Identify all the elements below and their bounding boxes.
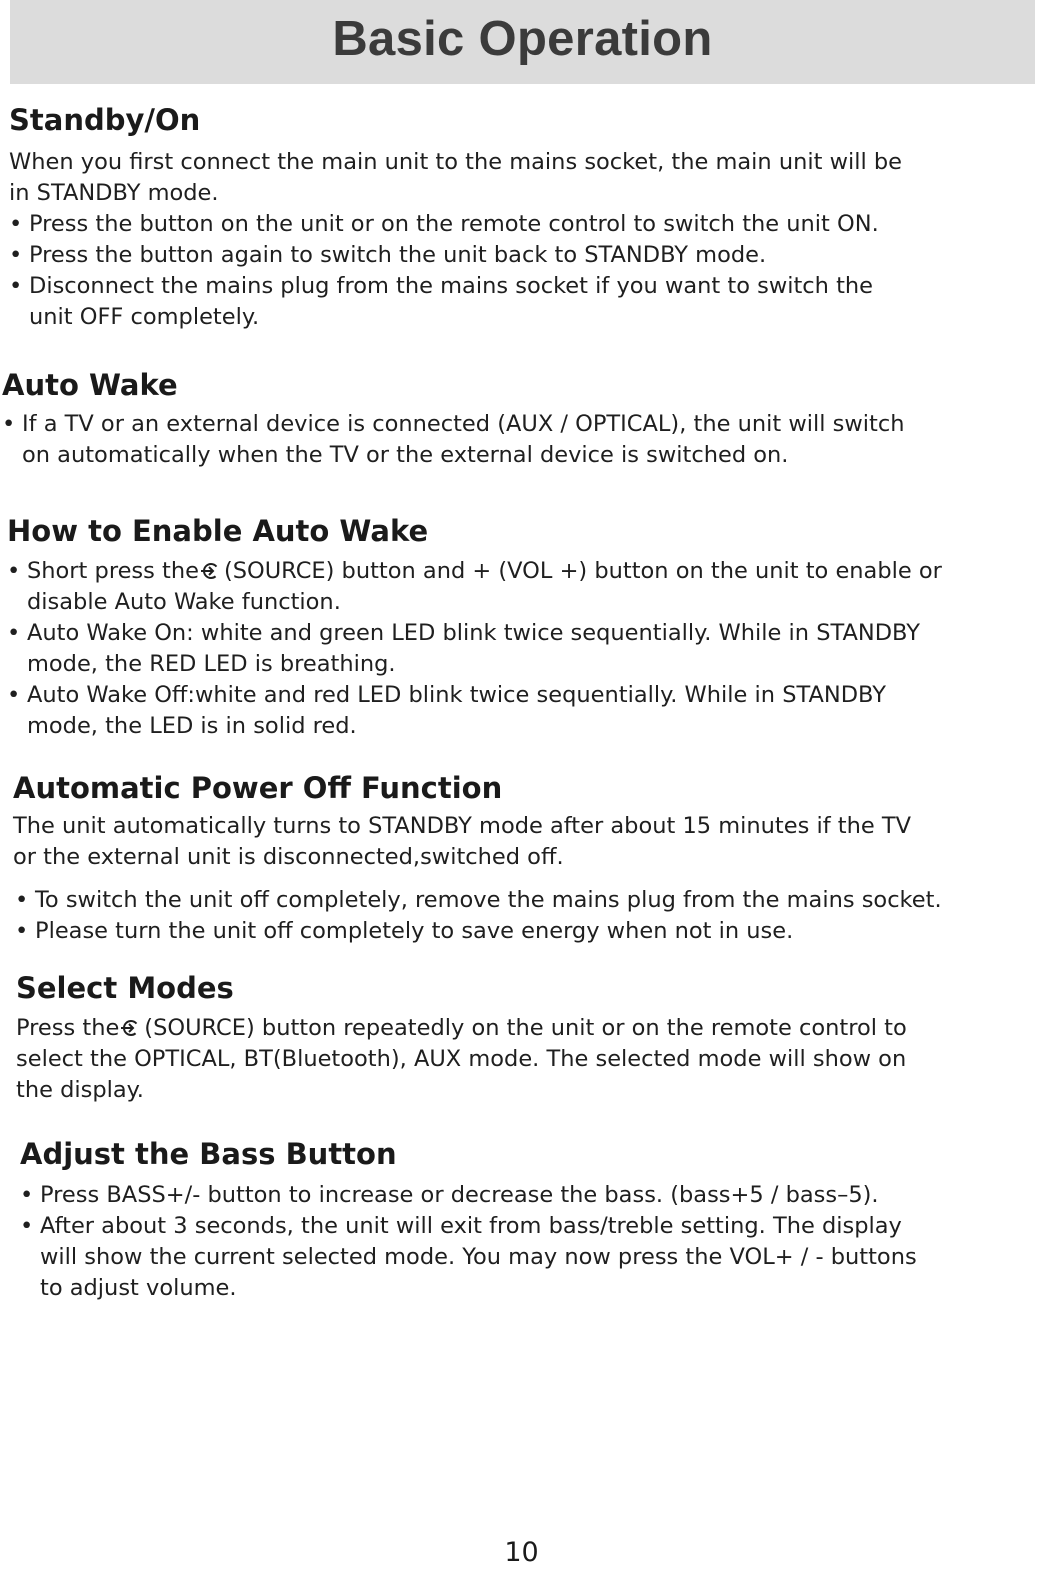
section-heading: Automatic Power Off Function xyxy=(13,771,503,805)
section-standby xyxy=(9,101,902,333)
bullet-icon: • xyxy=(7,620,21,646)
source-input-icon xyxy=(120,1018,142,1038)
list-item: • Disconnect the mains plug from the mains socket if you want to switch the unit OFF completely. xyxy=(9,273,874,330)
paragraph-line: the display. xyxy=(16,1077,144,1103)
source-input-icon xyxy=(200,561,222,581)
list-item: • Auto Wake On: white and green LED blink twice sequentially. While in STANDBY mode, the RED LED is breathing. xyxy=(7,620,920,677)
paragraph-line: Press the (SOURCE) button repeatedly on the unit or on the remote control to xyxy=(16,1015,907,1041)
section-auto-wake xyxy=(2,366,904,471)
list-item: • Short press the (SOURCE) button and + (VOL +) button on the unit to enable or disable Auto Wake function. xyxy=(7,558,942,615)
section-heading: How to Enable Auto Wake xyxy=(7,514,429,548)
section-auto-power-off xyxy=(13,769,940,947)
bullet-icon: • xyxy=(7,682,21,708)
section-heading: Standby/On xyxy=(9,103,201,137)
bullet-icon: • xyxy=(20,1182,34,1208)
bullet-icon: • xyxy=(9,211,23,237)
page-number: 10 xyxy=(504,1537,539,1568)
section-heading: Select Modes xyxy=(16,971,234,1005)
list-item: • Auto Wake Off:white and red LED blink twice sequentially. While in STANDBY mode, the LED is in solid red. xyxy=(7,682,886,739)
paragraph-line: in STANDBY mode. xyxy=(9,180,219,206)
list-item: • If a TV or an external device is connected (AUX / OPTICAL), the unit will switch on automatically when the TV or the external device is switched on. xyxy=(2,411,905,468)
paragraph-line: select the OPTICAL, BT(Bluetooth), AUX mode. The selected mode will show on xyxy=(16,1046,907,1072)
bullet-icon: • xyxy=(15,918,29,944)
page-title: Basic Operation xyxy=(332,12,713,66)
bullet-icon: • xyxy=(9,273,23,299)
section-select-modes xyxy=(16,969,907,1106)
list-item: • To switch the unit off completely, remove the mains plug from the mains socket. xyxy=(15,885,942,916)
list-item: • Press BASS+/- button to increase or decrease the bass. (bass+5 / bass–5). xyxy=(20,1180,917,1211)
bullet-icon: • xyxy=(20,1213,34,1239)
list-item: • Press the button on the unit or on the remote control to switch the unit ON. xyxy=(9,209,902,240)
paragraph-line: or the external unit is disconnected,switched off. xyxy=(13,844,564,870)
section-adjust-bass xyxy=(20,1135,917,1304)
header-banner xyxy=(10,0,1035,84)
bullet-icon: • xyxy=(7,558,21,584)
list-item: • Please turn the unit off completely to save energy when not in use. xyxy=(15,916,942,947)
section-heading: Adjust the Bass Button xyxy=(20,1137,397,1171)
list-item: • Press the button again to switch the unit back to STANDBY mode. xyxy=(9,240,902,271)
section-heading: Auto Wake xyxy=(2,368,178,402)
bullet-icon: • xyxy=(9,242,23,268)
bullet-icon: • xyxy=(15,887,29,913)
paragraph-line: When you first connect the main unit to the mains socket, the main unit will be xyxy=(9,149,903,175)
list-item: • After about 3 seconds, the unit will exit from bass/treble setting. The display will show the current selected mode. You may now press the VOL+ / - buttons to adjust volume. xyxy=(20,1213,917,1301)
section-enable-auto-wake xyxy=(7,512,942,742)
bullet-icon: • xyxy=(2,411,16,437)
paragraph-line: The unit automatically turns to STANDBY mode after about 15 minutes if the TV xyxy=(13,813,911,839)
